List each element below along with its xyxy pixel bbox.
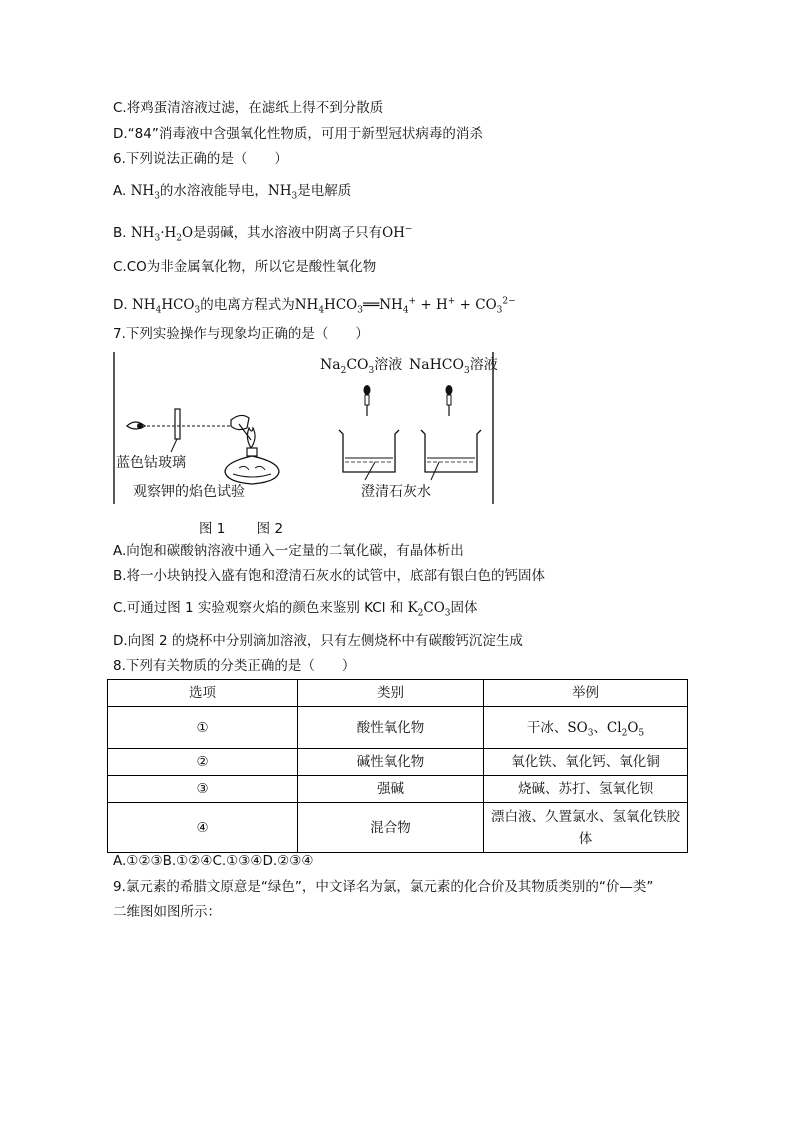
row-category: 酸性氧化物 (298, 707, 484, 749)
question-8-options: A.①②③B.①②④C.①③④D.②③④ (113, 853, 314, 869)
header-option: 选项 (108, 680, 298, 707)
equation-arrow: ══ (362, 297, 380, 313)
row-example: 干冰、$SO_3$、$Cl_2O_5$ (484, 707, 688, 749)
row-option: ④ (108, 803, 298, 853)
row-option: ① (108, 707, 298, 749)
question-6-option-c: C.CO为非金属氧化物，所以它是酸性氧化物 (113, 259, 377, 275)
label-na2co3: $Na_2CO_3$溶液 (320, 357, 403, 376)
row-example: 烧碱、苏打、氢氧化钡 (484, 776, 688, 803)
header-example: 举例 (484, 680, 688, 707)
question-9-stem-line1: 9.氯元素的希腊文原意是“绿色”，中文译名为氯，氯元素的化合价及其物质类别的“价—类” (113, 879, 654, 895)
row-example: 漂白液、久置氯水、氢氧化铁胶体 (484, 803, 688, 853)
table-row (108, 776, 688, 803)
option-d-q5: D.“84”消毒液中含强氧化性物质，可用于新型冠状病毒的消杀 (113, 126, 483, 142)
row-category: 混合物 (298, 803, 484, 853)
header-category: 类别 (298, 680, 484, 707)
experiment-figure (113, 352, 498, 504)
question-6-option-a: A. $NH_3$的水溶液能导电，$NH_3$是电解质 (113, 183, 352, 202)
label-cobalt-glass: 蓝色钴玻璃 (116, 455, 186, 471)
cobalt-glass-plate (175, 409, 180, 439)
label-limewater: 澄清石灰水 (361, 484, 431, 500)
table-row (108, 707, 688, 749)
row-option: ③ (108, 776, 298, 803)
row-example: 氧化铁、氧化钙、氧化铜 (484, 749, 688, 776)
table-header-row (108, 680, 688, 707)
label-flame-test: 观察钾的焰色试验 (133, 484, 245, 500)
question-7-option-d: D.向图 2 的烧杯中分别滴加溶液，只有左侧烧杯中有碳酸钙沉淀生成 (113, 633, 523, 649)
question-6-stem: 6.下列说法正确的是（ ） (113, 151, 288, 167)
classification-table (107, 679, 688, 853)
question-7-option-a: A.向饱和碳酸钠溶液中通入一定量的二氧化碳，有晶体析出 (113, 543, 464, 559)
question-9-stem-line2: 二维图如图所示： (113, 904, 221, 920)
question-7-option-b: B.将一小块钠投入盛有饱和澄清石灰水的试管中，底部有银白色的钙固体 (113, 568, 546, 584)
label-nahco3: NaHCO$_3$溶液 (409, 357, 498, 376)
row-category: 碱性氧化物 (298, 749, 484, 776)
option-c-q5: C.将鸡蛋清溶液过滤，在滤纸上得不到分散质 (113, 100, 384, 116)
hand-icon (231, 415, 249, 429)
question-6-option-d: D. $NH_4HCO_3$的电离方程式为$NH_4HCO_3══NH_4^+ + H^+ + CO_3^{2-}$ (113, 296, 516, 316)
table-row (108, 803, 688, 853)
question-6-option-b: B. $NH_3\cdot H_2O$是弱碱，其水溶液中阴离子只有OH− (113, 224, 413, 244)
table-row (108, 749, 688, 776)
question-7-option-c: C.可通过图 1 实验观察火焰的颜色来鉴别 KCl 和 $K_2CO_3$固体 (113, 600, 478, 619)
row-category: 强碱 (298, 776, 484, 803)
row-option: ② (108, 749, 298, 776)
question-8-stem: 8.下列有关物质的分类正确的是（ ） (113, 658, 356, 674)
figure-caption: 图 1 图 2 (199, 521, 284, 537)
question-7-stem: 7.下列实验操作与现象均正确的是（ ） (113, 326, 369, 342)
